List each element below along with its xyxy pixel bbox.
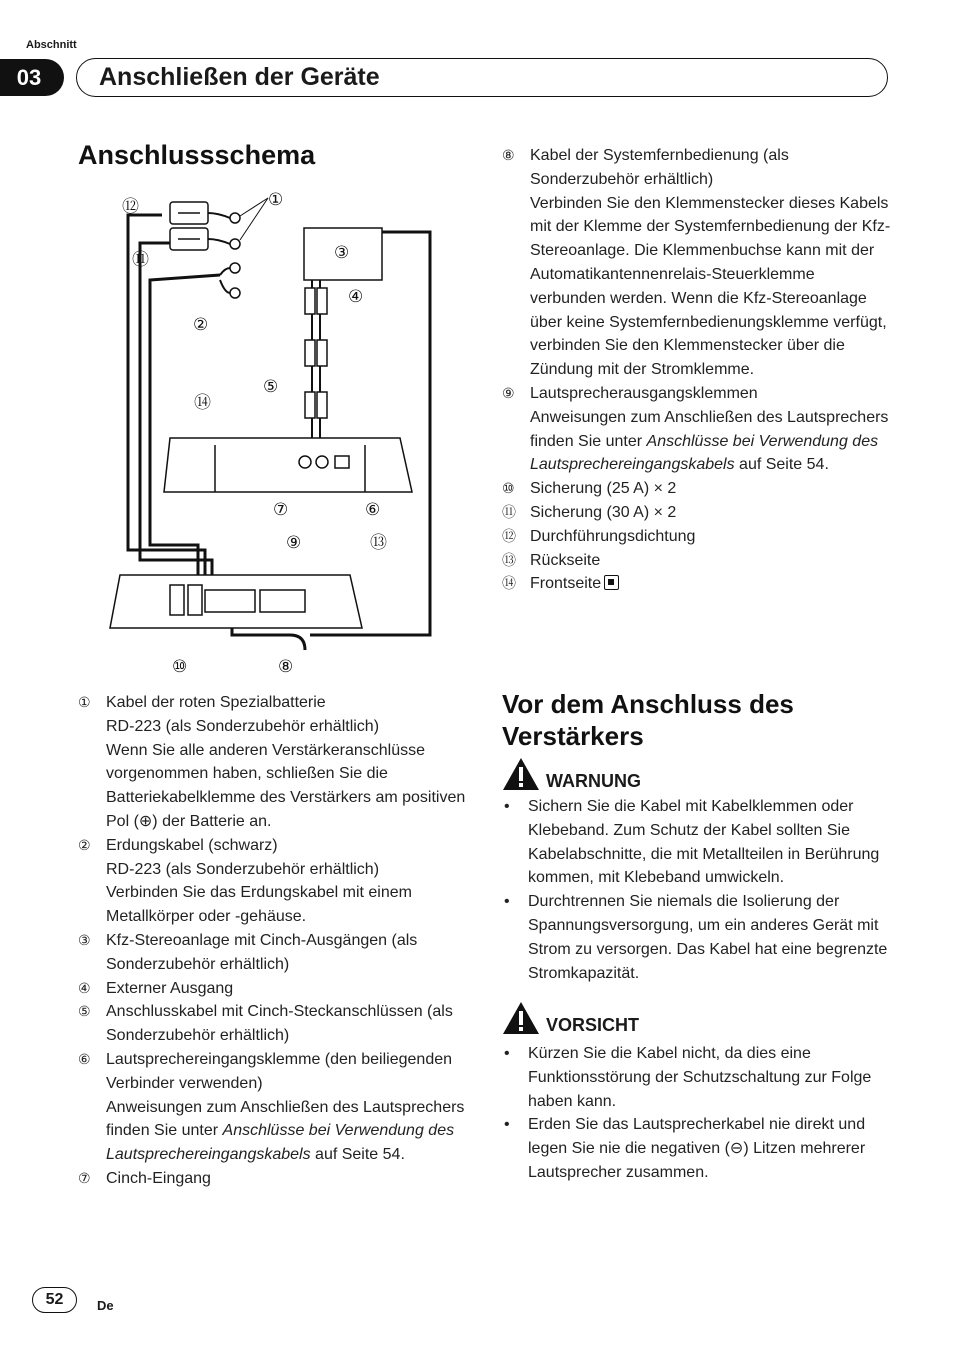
list-item: • Durchtrennen Sie niemals die Isolierung der Spannungsversorgung, um ein anderes Gerät mit Strom zu versorgen. Das Kabel hat eine begrenzte Stromkapazität. [504,893,888,982]
chapter-number: 03 [0,59,64,96]
list-item: ⑧ Kabel der Systemfernbedienung (als Sonderzubehör erhältlich) Verbinden Sie den Klemmenstecker dieses Kabels mit der Klemme der Systemfernbedienung der Kfz-Stereoanlage. Die Klemmenbuchse kann mit der Automatikantennenrelais-Steuerklemme verbunden werden. Wenn die Kfz-Stereoanlage über keine Systemfernbedienungsklemme verfügt, verbinden Sie den Klemmenstecker über die Zündung mit der Stromklemme. [502,147,891,379]
list-item: ⑦ Cinch-Eingang [78,1169,211,1187]
list-item: ② Erdungskabel (schwarz) RD-223 (als Sonderzubehör erhältlich) Verbinden Sie das Erdungskabel mit einem Metallkörper oder -gehäuse. [78,836,412,926]
caution-triangle-icon [502,1000,540,1036]
cross-reference: Anschlüsse bei Verwendung des Lautsprechereingangskabels [106,1122,455,1164]
callout-3: ③ [334,243,350,263]
warnung-heading: WARNUNG [502,756,641,792]
vor-heading: Vor dem Anschluss des Verstärkers [502,689,794,751]
callout-6: ⑥ [365,500,381,520]
callout-12: ⑫ [122,197,139,217]
list-item: ⑤ Anschlusskabel mit Cinch-Steckanschlüssen (als Sonderzubehör erhältlich) [78,1003,453,1045]
cross-reference: Anschlüsse bei Verwendung des Lautsprechereingangskabels [530,432,879,474]
vorsicht-heading: VORSICHT [502,1000,639,1036]
schema-heading: Anschlussschema [78,140,316,170]
front-panel-icon [604,575,619,590]
chapter-title: Anschließen der Geräte [76,58,888,97]
callout-4: ④ [348,287,364,307]
callout-1: ① [268,190,284,210]
callout-10: ⑩ [172,657,188,677]
list-item: ⑫ Durchführungsdichtung [502,527,696,545]
list-item: ⑬ Rückseite [502,551,601,569]
callout-5: ⑤ [263,377,279,397]
warnung-bullets [502,795,894,985]
callout-7: ⑦ [273,500,289,520]
list-item: ⑩ Sicherung (25 A) × 2 [502,480,677,498]
vorsicht-bullets [502,1042,894,1185]
list-item: ⑥ Lautsprechereingangsklemme (den beiliegenden Verbinder verwenden) Anweisungen zum Anschließen des Lautsprechers finden Sie unter Anschlüsse bei Verwendung des Lautsprechereingangskabels auf Seite 54. [78,1050,465,1164]
list-item: ① Kabel der roten Spezialbatterie RD-223 (als Sonderzubehör erhältlich) Wenn Sie alle anderen Verstärkeranschlüsse vorgenommen haben, schließen Sie die Batteriekabelklemme des Verstärkers am positiven Pol (⊕) der Batterie an. [78,694,466,830]
language-code: De [97,1298,114,1313]
list-item: ⑨ Lautsprecherausgangsklemmen Anweisungen zum Anschließen des Lautsprechers finden Sie unter Anschlüsse bei Verwendung des Lautsprechereingangskabels auf Seite 54. [502,384,889,474]
list-item: • Erden Sie das Lautsprecherkabel nie direkt und legen Sie nie die negativen (⊖) Litzen mehrerer Lautsprecher zusammen. [504,1116,866,1181]
callout-11: ⑪ [132,250,149,270]
wiring-diagram [100,180,470,685]
section-label: Abschnitt [26,39,77,51]
warning-triangle-icon [502,756,540,792]
callout-8: ⑧ [278,657,294,677]
callout-13: ⑬ [370,533,387,553]
page-number: 52 [32,1287,77,1313]
list-item: ⑭ Frontseite [502,572,894,596]
schema-list-right [502,144,894,596]
callout-9: ⑨ [286,533,302,553]
list-item: ④ Externer Ausgang [78,979,234,997]
schema-list-left [78,691,468,1191]
callout-2: ② [193,315,209,335]
callout-14: ⑭ [194,393,211,413]
list-item: • Sichern Sie die Kabel mit Kabelklemmen oder Klebeband. Zum Schutz der Kabel sollten Sie Kabelabschnitte, die mit Metallteilen in Berührung kommen, mit Klebeband umwickeln. [504,798,880,887]
list-item: ③ Kfz-Stereoanlage mit Cinch-Ausgängen (als Sonderzubehör erhältlich) [78,931,418,973]
list-item: • Kürzen Sie die Kabel nicht, da dies eine Funktionsstörung der Schutzschaltung zur Folge haben kann. [504,1045,872,1110]
list-item: ⑪ Sicherung (30 A) × 2 [502,503,677,521]
